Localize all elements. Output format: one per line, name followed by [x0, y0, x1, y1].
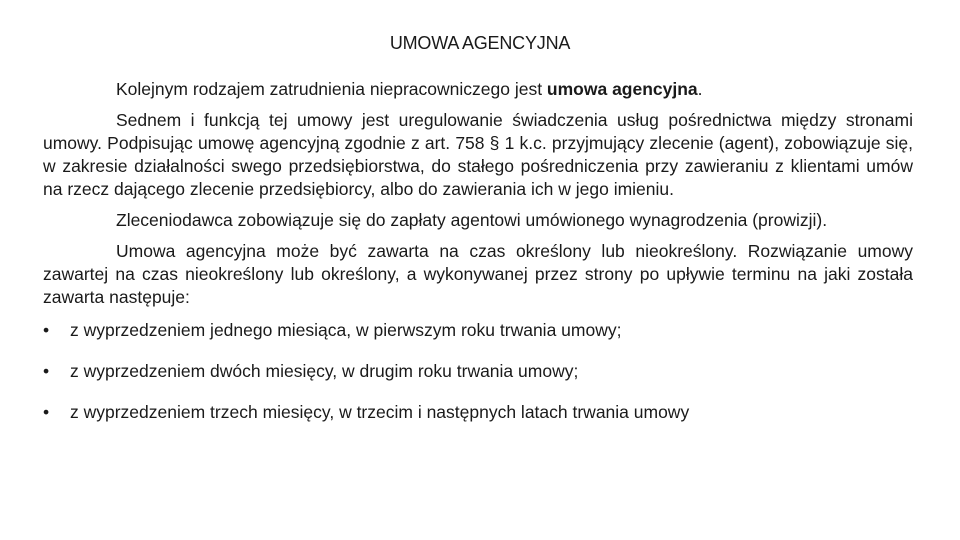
paragraph-definition: Sednem i funkcją tej umowy jest uregulowanie świadczenia usług pośrednictwa między stronami umowy. Podpisując umowę agencyjną zgodnie z art. 758 § 1 k.c. przyjmujący zlecenie (agent), zobowiązuje się, w zakresie działalności swego przedsiębiorstwa, do stałego pośredniczenia przy zawieraniu z klientami umów na rzecz dającego zlecenie przedsiębiorcy, albo do zawierania ich w jego imieniu. — [43, 110, 913, 199]
paragraph-intro — [43, 78, 913, 101]
intro-bold-term: umowa agencyjna — [546, 79, 698, 99]
slide-title: UMOWA AGENCYJNA — [389, 33, 571, 53]
intro-period: . — [697, 79, 703, 99]
intro-text: Kolejnym rodzajem zatrudnienia niepracowniczego jest — [116, 79, 547, 99]
paragraph-payment: Zleceniodawca zobowiązuje się do zapłaty agentowi umówionego wynagrodzenia (prowizji). — [116, 210, 828, 230]
bullet-icon: • — [43, 402, 50, 422]
notice-period-list — [43, 319, 913, 424]
list-item — [43, 319, 913, 342]
slide-body — [43, 78, 913, 424]
list-item — [43, 360, 913, 383]
list-item-text: z wyprzedzeniem jednego miesiąca, w pierwszym roku trwania umowy; — [70, 320, 622, 340]
list-item-text: z wyprzedzeniem dwóch miesięcy, w drugim roku trwania umowy; — [70, 361, 579, 381]
paragraph-termination: Umowa agencyjna może być zawarta na czas określony lub nieokreślony. Rozwiązanie umowy zawartej na czas nieokreślony lub określony, a wykonywanej przez strony po upływie terminu na jaki została zawarta następuje: — [43, 241, 913, 307]
list-item-text: z wyprzedzeniem trzech miesięcy, w trzecim i następnych latach trwania umowy — [70, 402, 690, 422]
bullet-icon: • — [43, 361, 50, 381]
list-item — [43, 401, 913, 424]
bullet-icon: • — [43, 320, 50, 340]
